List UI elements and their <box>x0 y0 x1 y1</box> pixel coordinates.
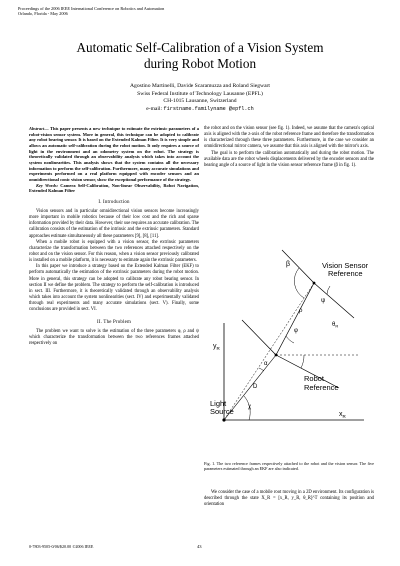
right-column-bottom <box>204 490 374 508</box>
label-light: Light <box>210 399 227 408</box>
email-address: firstname.familyname @epfl.ch <box>163 105 254 112</box>
proceedings-header <box>18 6 164 17</box>
problem-paragraph-1: The problem we want to solve is the estimation of the three parameters φ, ρ and ψ which characterize the transformation between the two references frames attached respectively on <box>29 328 199 346</box>
right-paragraph-2: The goal is to perform the calibration automatically and during the robot motion. The available data are the robot wheels displacements delivered by the encoder sensors and the bearing angle of a source of light in the vision sensor reference frame (β in fig. 1). <box>204 150 374 168</box>
label-phi: φ <box>294 328 298 334</box>
abstract-label: Abstract <box>29 126 45 131</box>
right-paragraph-1: the robot and on the vision sensor (see fig. 1). Indeed, we assume that the camera's optical axis is aligned with the z-axis of the robot reference frame and therefore the transformation is characterized through these three parameters. Furthermore, in the case we consider an omnidirectional mirror camera, we assume that this axis is aligned with the mirror's axis. <box>204 126 374 150</box>
figure-1-diagram <box>204 228 374 424</box>
right-paragraph-3: We consider the case of a mobile root moving in a 2D environment. Its configuration is described through the state X_R = [x_R, y_R, θ_R]^T containing its position and orientation <box>204 490 374 508</box>
title-line-2: during Robot Motion <box>143 56 257 71</box>
beta-arc <box>294 268 304 298</box>
paper-title <box>0 40 400 72</box>
keywords <box>29 183 199 194</box>
rho-line <box>276 283 314 355</box>
header-line-1: Proceedings of the 2006 IEEE International Conference on Robotics and Automation <box>18 6 165 11</box>
intro-paragraph-1: Vision sensors and in particular omnidirectional vision sensors become increasingly more important in mobile robotics because of their low cost and the rich and sparse information provided by their data. However, their use requires an accurate calibration. The calibration consists of the estimation of the intrinsic and the extrinsic parameters. Standard approaches estimate simultaneously all these parameters [9], [8], [11]. <box>29 208 199 239</box>
left-column <box>29 126 199 347</box>
header-line-2: Orlando, Florida - May 2006 <box>18 11 68 17</box>
abstract <box>29 126 199 183</box>
affiliation-1: Swiss Federal Institute of Technology Lausanne (EPFL) <box>137 90 263 97</box>
label-d: D <box>253 384 258 390</box>
author-block <box>0 83 400 113</box>
affiliation-2: CH-1015 Lausanne, Switzerland <box>163 98 237 105</box>
label-robot: Robot <box>304 374 325 383</box>
email-label: e-mail: <box>146 105 163 112</box>
email-line <box>0 106 400 114</box>
intro-paragraph-2: When a mobile robot is equipped with a vision sensor, the extrinsic parameters characterize the transformation between the two references attached respectively on the robot and on the vision sensor. For this reason, when a vision sensor previously calibrated is installed on a mobile platform, it is necessary to estimate again the extrinsic parameters. <box>29 239 199 264</box>
author-names: Agostino Martinelli, Davide Scaramuzza and Roland Siegwart <box>130 83 270 89</box>
intro-paragraph-3: In this paper we introduce a strategy based on the Extended Kalman Filter (EKF) to perform automatically the estimation of the extrinsic parameters during the robot motion. More in general, this strategy can be adopted to calibrate any robot bearing sensor. In section II we define the problem. The strategy to perform the self-calibration is introduced in sect. III. Furthermore, it is theoretically validated through an observability analysis which takes into account the system nonlinearities (sect. IV) and experimentally validated through real experiments and many accurate simulations (sect. V). Finally, some conclusions are provided in sect. VI. <box>29 264 199 313</box>
title-line-1: Automatic Self-Calibration of a Vision System <box>76 40 324 55</box>
caption-label: Fig. 1. <box>204 461 216 466</box>
keywords-text: Camera Self-Calibration, Non-linear Observability, Robot Navigation, Extended Kalman Filter <box>29 182 199 194</box>
label-xr: $x_R$ <box>339 411 346 419</box>
label-alpha: α <box>264 361 268 367</box>
section-heading-introduction: I. Introduction <box>98 199 130 205</box>
label-yr: $y_R$ <box>213 343 220 351</box>
caption-text: The two reference frames respectively attached to the robot and the vision sensor. The five parameters estimated through an EKF are also indicated. <box>204 461 374 472</box>
psi-arc <box>327 286 330 294</box>
label-chi: χ <box>248 404 252 410</box>
section-heading-problem: II. The Problem <box>96 319 131 325</box>
abstract-text: — This paper presents a new technique to estimate the extrinsic parameters of a robot-vision sensor system. More in general, this technique can be adopted to calibrate any robot bearing sensor. It is based on the Extended Kalman Filter. It is very simple and allows an automatic self-calibration during the robot motion. It only requires a source of light in the environment and an odometry system on the robot. The strategy is theoretically validated through an observability analysis which takes into account the system nonlinearities. This analysis shows that the system contains all the necessary information to perform the self-calibration. Furthermore, many accurate simulations and experiments performed on a real platform equipped with encoder sensors and an omnidirectional conic vision sensor, show the exceptional performance of the strategy. <box>29 126 199 182</box>
label-source: Source <box>210 407 234 416</box>
label-theta-r: $\theta_R$ <box>332 322 339 329</box>
page-number: 43 <box>197 544 202 549</box>
footer-isbn: 0-7803-9505-0/06/$20.00 ©2006 IEEE <box>29 544 94 549</box>
label-psi: ψ <box>321 298 326 304</box>
robot-frame-y <box>242 320 276 355</box>
keywords-label: Key Words: <box>36 182 59 188</box>
figure-1-caption <box>204 461 374 471</box>
bearing-line <box>224 283 314 420</box>
right-column <box>204 126 374 169</box>
theta-arc <box>301 355 304 368</box>
label-robot-reference: Reference <box>304 383 339 392</box>
alpha-arc <box>259 368 264 371</box>
label-vision-sensor: Vision Sensor <box>322 261 369 270</box>
label-vision-reference: Reference <box>328 269 363 278</box>
label-rho: ρ <box>299 308 303 314</box>
vision-frame-x <box>314 283 354 318</box>
phi-arc <box>286 336 294 343</box>
label-beta: β <box>286 261 291 268</box>
